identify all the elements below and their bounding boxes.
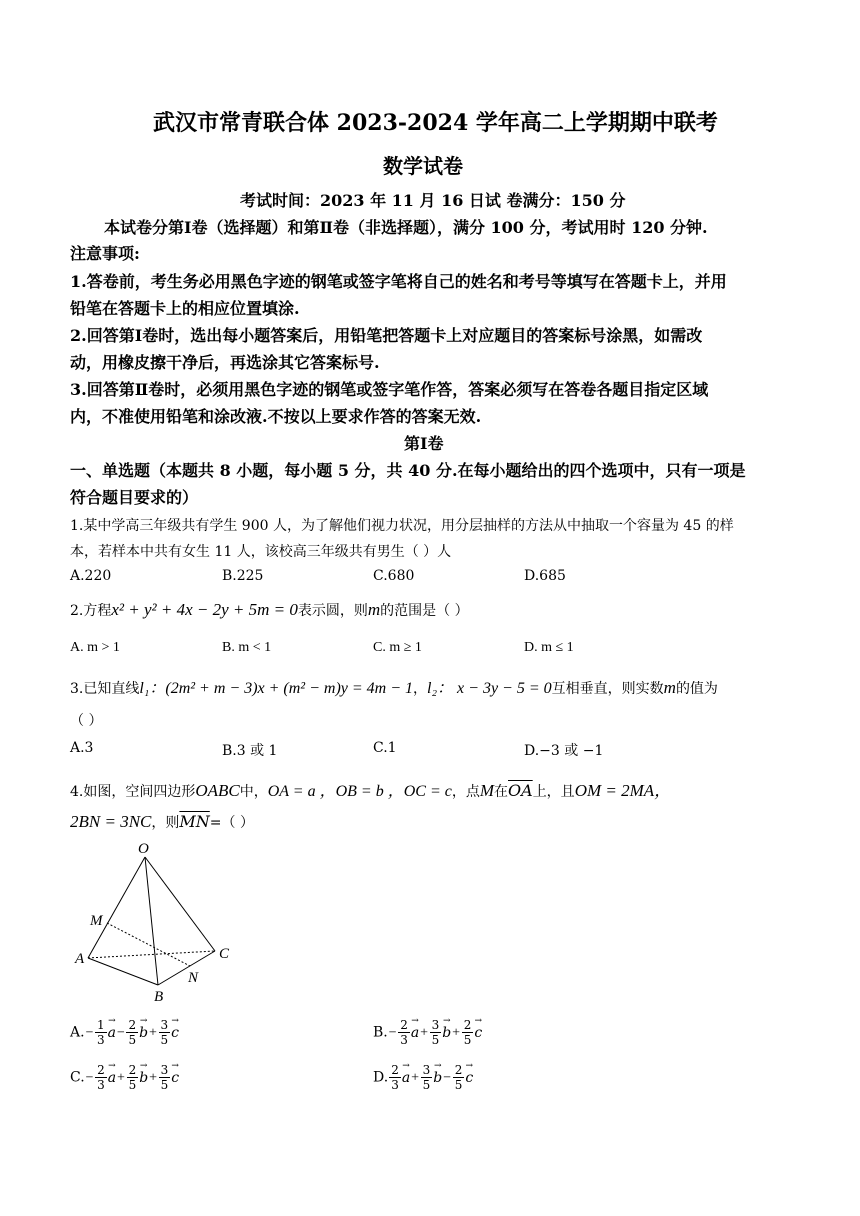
q3-option-a: A.3: [70, 740, 94, 756]
label-b: B: [154, 989, 164, 1005]
edge-oc: [145, 857, 215, 951]
q3-paren: （ ）: [70, 713, 103, 729]
q3-suffix-2: 的值为: [675, 681, 718, 697]
q4-option-b: B.− $\frac{2}{3}$ → a+ $\frac{3}{5}$ → b+ $\frac{2}{5}$ → c: [373, 1018, 482, 1047]
segment-mn: [107, 923, 190, 966]
exam-info: 考试时间：2023 年 11 月 16 日试 卷满分：150 分: [240, 191, 626, 210]
q4-shape: OABC: [195, 781, 240, 800]
q3-sep: ，: [413, 681, 428, 697]
q2-suffix: 的范围是（ ）: [380, 603, 469, 619]
q3-option-b: B.3 或 1: [222, 743, 278, 759]
q4-point-m: M: [479, 781, 495, 800]
note-3-line-2: 内，不准使用铅笔和涂改液.不按以上要求作答的答案无效.: [70, 407, 482, 426]
q4-relation-1: OM = 2MA，: [574, 781, 672, 800]
edge-bc: [158, 951, 215, 985]
q4-eq: =（ ）: [209, 815, 254, 831]
q4-prefix: 4.如图，空间四边形: [70, 784, 196, 800]
edge-ac: [88, 951, 215, 958]
question-4-line-2: [70, 812, 254, 832]
q4-relation-2: 2BN = 3NC: [70, 812, 152, 831]
edge-ob: [145, 857, 158, 985]
question-1-line-1: 1.某中学高三年级共有学生 900 人，为了解他们视力状况，用分层抽样的方法从中抽取一个容量为 45 的样: [70, 518, 734, 534]
q1-option-d: D.685: [524, 568, 566, 584]
section-heading-line-1: 一、单选题（本题共 8 小题，每小题 5 分，共 40 分.在每小题给出的四个选项中，只有一项是: [70, 461, 746, 480]
q1-option-c: C.680: [373, 568, 415, 584]
q4-point-text: ，点: [451, 784, 480, 800]
q4-on: 在: [494, 784, 509, 800]
exam-intro: 本试卷分第Ⅰ卷（选择题）和第Ⅱ卷（非选择题），满分 100 分，考试用时 120 分钟.: [104, 218, 708, 237]
q1-option-b: B.225: [222, 568, 264, 584]
q2-option-b: B. m < 1: [222, 640, 272, 655]
q4-cond: 上，且: [532, 784, 575, 800]
q3-line-2: l₂： x − 3y − 5 = 0: [427, 680, 552, 697]
q4-option-a: A.− $\frac{1}{3}$ → a− $\frac{2}{5}$ → b+ $\frac{3}{5}$ → c: [70, 1018, 179, 1047]
q2-option-a: A. m > 1: [70, 640, 120, 655]
q4-mn: $\overline{MN}$: [179, 812, 210, 831]
label-n: N: [188, 970, 199, 986]
q3-line-1: l₁：(2m² + m − 3)x + (m² − m)y = 4m − 1: [139, 680, 414, 697]
note-2-line-2: 动，用橡皮擦干净后，再选涂其它答案标号.: [70, 353, 380, 372]
q3-prefix: 3.已知直线: [70, 681, 140, 697]
question-4-line-1: [70, 776, 671, 801]
q2-prefix: 2.方程: [70, 603, 112, 619]
edge-ab: [88, 958, 158, 985]
q4-then: ，则: [151, 815, 180, 831]
q4-option-d: D. $\frac{2}{3}$ → a+ $\frac{3}{5}$ → b− $\frac{2}{5}$ → c: [373, 1063, 473, 1092]
q3-option-d: D.−3 或 −1: [524, 743, 604, 759]
question-1-line-2: 本，若样本中共有女生 11 人，该校高三年级共有男生（ ）人: [70, 544, 452, 560]
q2-var: m: [367, 600, 381, 619]
label-o: O: [138, 841, 149, 857]
note-1-line-1: 1.答卷前，考生务必用黑色字迹的钢笔或签字笔将自己的姓名和考号等填写在答题卡上，并用: [70, 272, 727, 291]
q3-suffix: 互相垂直，则实数: [551, 681, 664, 697]
q2-equation: x² + y² + 4x − 2y + 5m = 0: [111, 600, 298, 619]
document-subtitle: 数学试卷: [383, 154, 463, 178]
label-a: A: [75, 951, 85, 967]
question-2: [70, 600, 469, 620]
q3-option-c: C.1: [373, 740, 397, 756]
q4-option-c: C.− $\frac{2}{3}$ → a+ $\frac{2}{5}$ → b+ $\frac{3}{5}$ → c: [70, 1063, 179, 1092]
volume-heading: 第Ⅰ卷: [404, 434, 444, 453]
q2-option-d: D. m ≤ 1: [524, 640, 574, 655]
question-3: [70, 675, 718, 698]
q1-option-a: A.220: [70, 568, 112, 584]
edge-oa: [88, 857, 145, 958]
label-c: C: [219, 946, 230, 962]
tetrahedron-figure: [70, 835, 250, 1010]
q2-middle: 表示圆，则: [297, 603, 368, 619]
note-1-line-2: 铅笔在答题卡上的相应位置填涂.: [70, 299, 300, 318]
q4-vectors: OA = a ，OB = b ，OC = c: [267, 783, 452, 800]
q2-option-c: C. m ≥ 1: [373, 640, 422, 655]
note-3-line-1: 3.回答第Ⅱ卷时，必须用黑色字迹的钢笔或签字笔作答，答案必须写在答卷各题目指定区域: [70, 380, 709, 399]
q4-mid: 中，: [239, 784, 268, 800]
document-title: 武汉市常青联合体 2023-2024 学年高二上学期期中联考: [153, 110, 718, 136]
label-m: M: [90, 913, 103, 929]
notes-heading: 注意事项:: [70, 244, 140, 263]
section-heading-line-2: 符合题目要求的）: [70, 488, 199, 507]
note-2-line-1: 2.回答第Ⅰ卷时，选出每小题答案后，用铅笔把答题卡上对应题目的答案标号涂黑，如需改: [70, 326, 703, 345]
q4-oa: $\overline{OA}$: [508, 781, 533, 800]
q3-var: m: [663, 678, 676, 697]
